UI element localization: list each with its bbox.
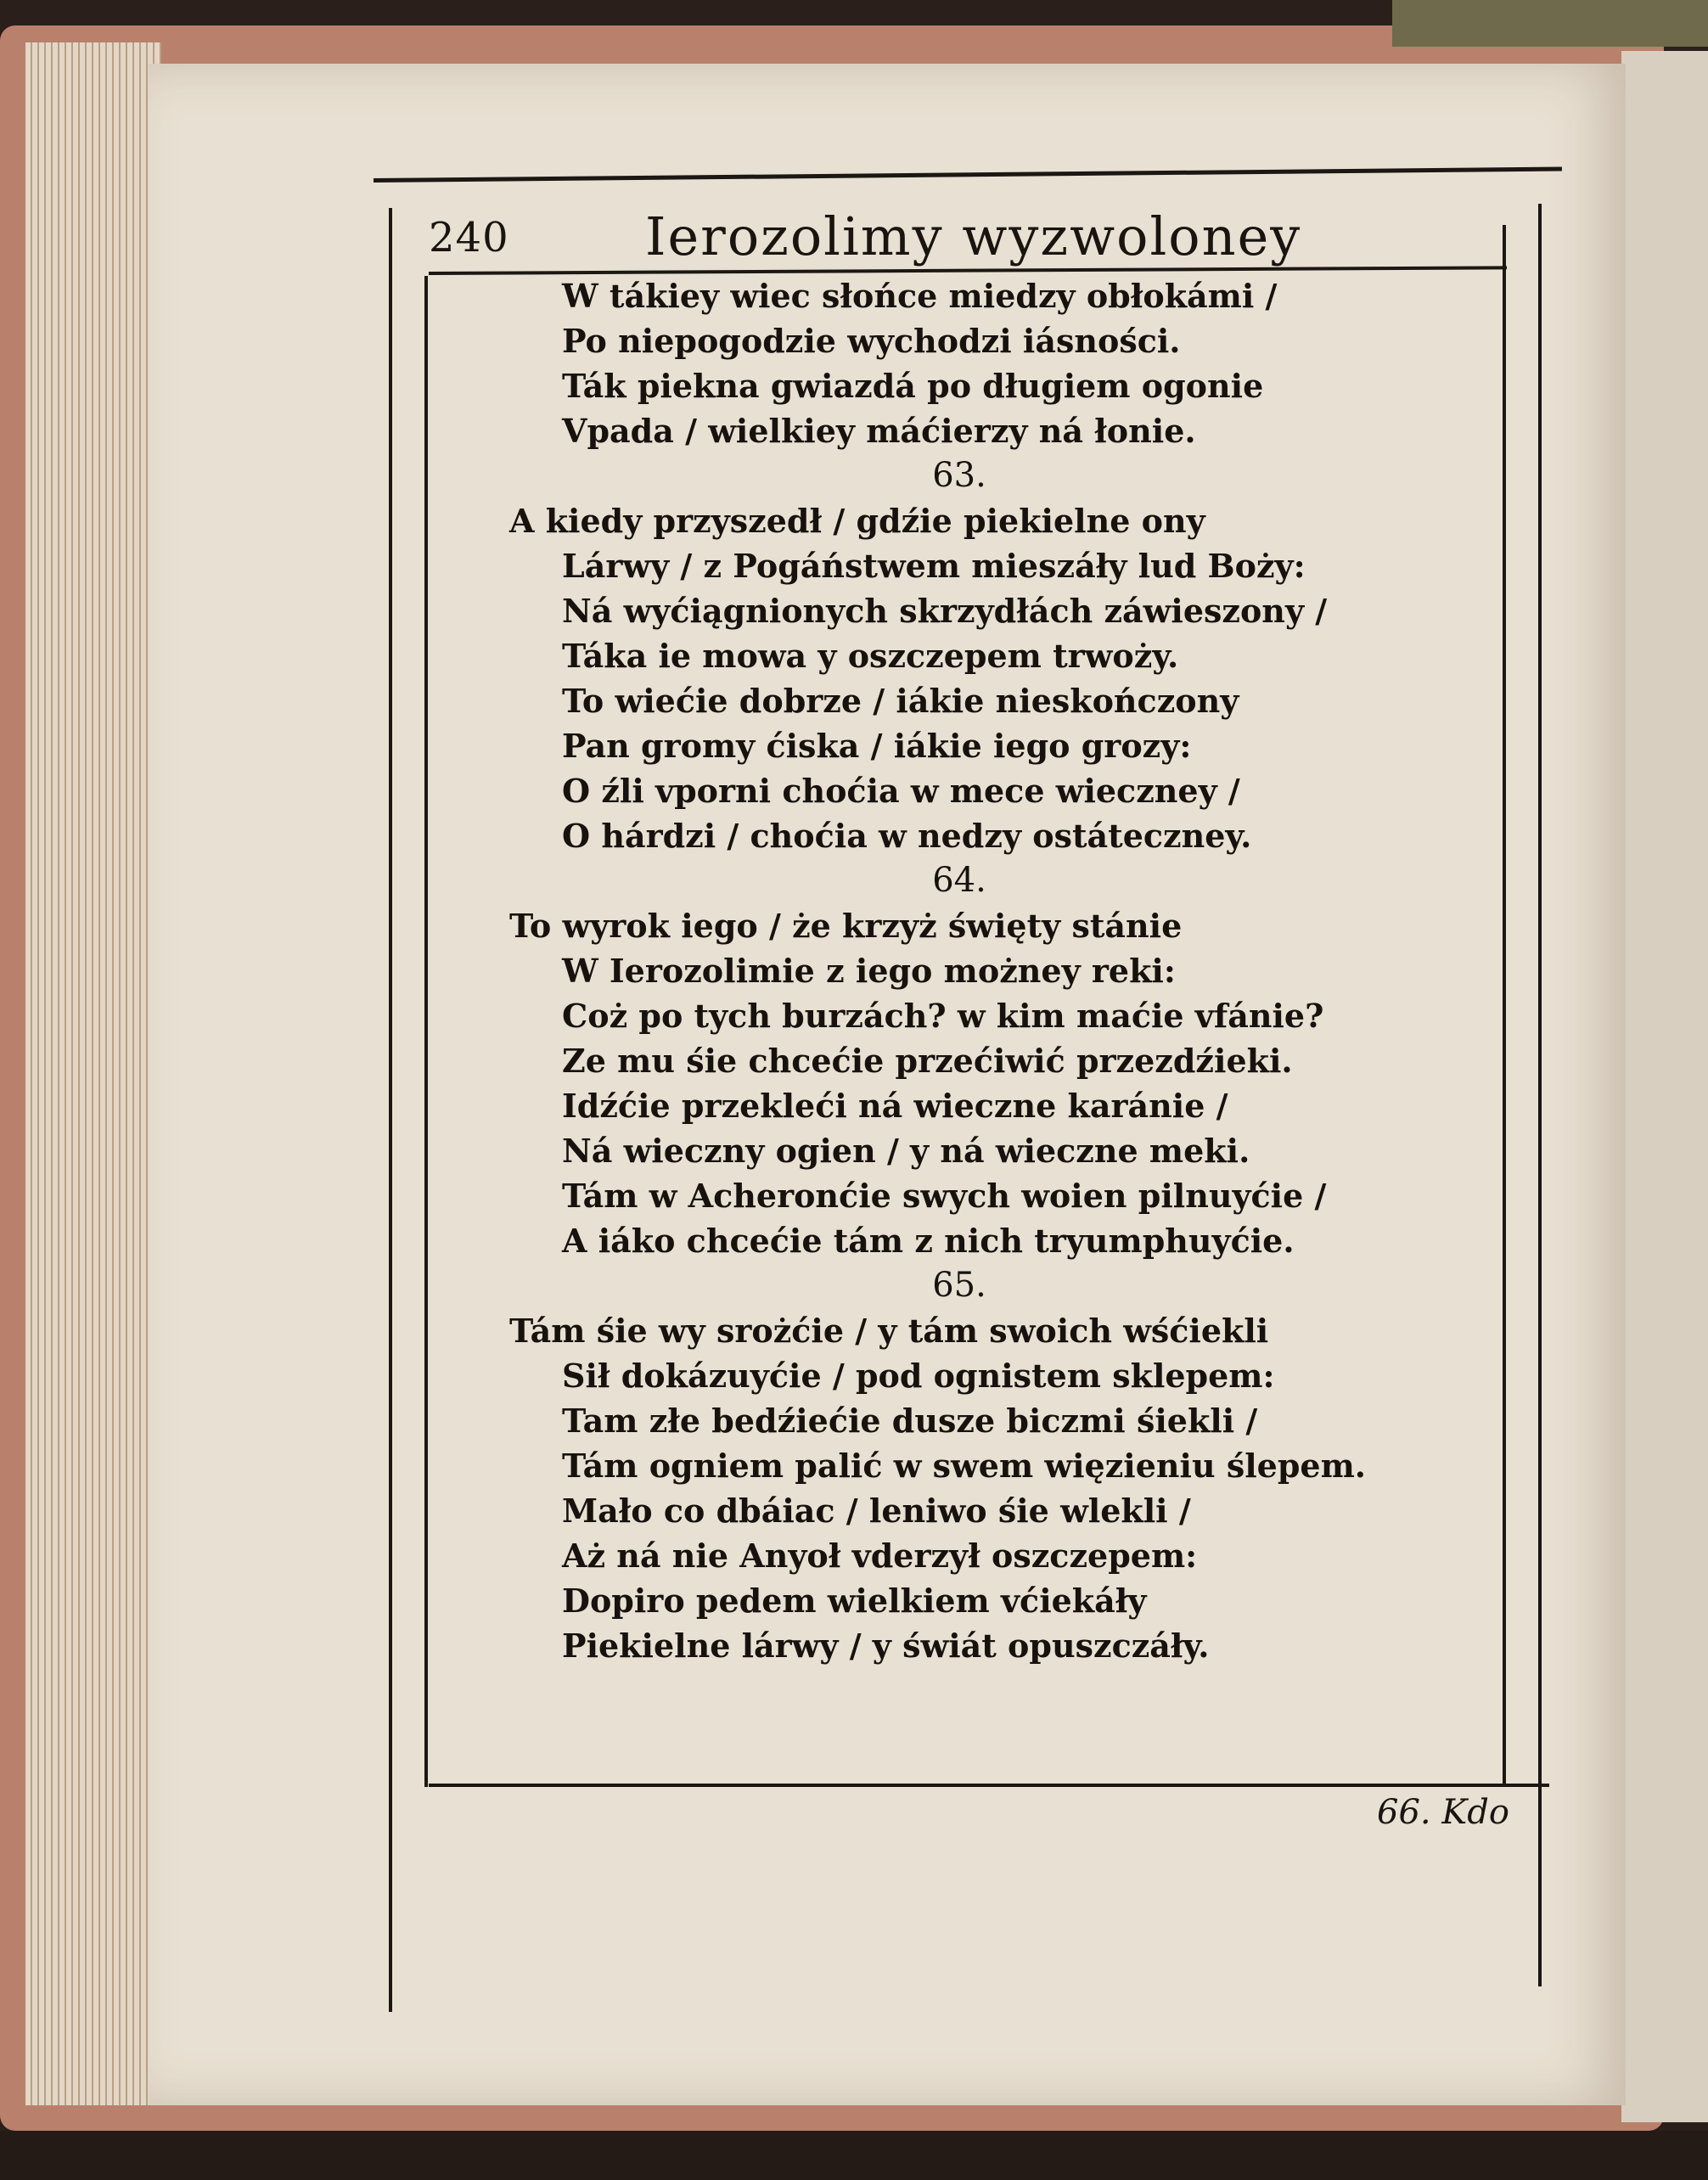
verse-line: Ná wieczny ogien / y ná wieczne meki. [562, 1132, 1250, 1170]
stanza-number: 64. [932, 861, 986, 900]
verse-line: A iáko chcećie tám z nich tryumphuyćie. [562, 1222, 1295, 1260]
verse-line: W tákiey wiec słońce miedzy obłokámi / [562, 277, 1278, 315]
facing-page [1621, 51, 1708, 2122]
stanza-number: 63. [932, 456, 986, 495]
verse-line: Tám ogniem palić w swem więzieniu ślepem. [562, 1447, 1367, 1485]
verse-line: Táka ie mowa y oszczepem trwoży. [562, 637, 1179, 675]
verse-line: Vpada / wielkiey máćierzy ná łonie. [562, 412, 1196, 450]
verse-line: Po niepogodzie wychodzi iásności. [562, 322, 1181, 360]
binding-band [1392, 0, 1708, 47]
page-edges [25, 42, 161, 2105]
verse-line: Ták piekna gwiazdá po długiem ogonie [562, 367, 1264, 405]
verse-line: A kiedy przyszedł / gdźie piekielne ony [509, 502, 1205, 540]
verse-line: O hárdzi / choćia w nedzy ostáteczney. [562, 817, 1252, 855]
verse-line: To wiećie dobrze / iákie nieskończony [562, 682, 1239, 720]
poem-text [509, 273, 1511, 1668]
verse-line: Aż ná nie Anyoł vderzył oszczepem: [562, 1537, 1198, 1575]
verse-line: Sił dokázuyćie / pod ognistem sklepem: [562, 1357, 1275, 1395]
verse-line: Ze mu śie chcećie przećiwić przezdźieki. [562, 1042, 1293, 1080]
stanza-number: 65. [932, 1266, 986, 1305]
running-title: Ierozolimy wyzwoloney [645, 205, 1302, 267]
verse-line: W Ierozolimie z iego możney reki: [562, 952, 1176, 990]
frame-rule-bottom [429, 1784, 1549, 1787]
verse-line: Tám śie wy srożćie / y tám swoich wśćiekli [509, 1312, 1269, 1350]
verse-line: Pan gromy ćiska / iákie iego grozy: [562, 727, 1192, 765]
verse-line: Tam złe bedźiećie dusze biczmi śiekli / [562, 1402, 1258, 1440]
verse-line: Piekielne lárwy / y świát opuszczáły. [562, 1627, 1210, 1665]
background [0, 2131, 1708, 2180]
page-number: 240 [429, 214, 509, 261]
page-header [429, 205, 1503, 265]
verse-line: Coż po tych burzách? w kim maćie vfánie? [562, 997, 1324, 1035]
verse-line: Mało co dbáiac / leniwo śie wlekli / [562, 1492, 1191, 1530]
verse-line: Dopiro pedem wielkiem vćiekáły [562, 1582, 1147, 1620]
frame-rule-left-outer [389, 208, 392, 2012]
verse-line: To wyrok iego / że krzyż święty stánie [509, 907, 1183, 945]
frame-rule-left-inner [424, 276, 428, 1787]
verse-line: Lárwy / z Pogáństwem mieszáły lud Boży: [562, 547, 1306, 585]
verse-line: O źli vporni choćia w mece wieczney / [562, 772, 1240, 810]
verse-line: Ná wyćiągnionych skrzydłách záwieszony / [562, 592, 1328, 630]
verse-line: Tám w Acheronćie swych woien pilnuyćie / [562, 1177, 1327, 1215]
frame-rule-right-outer [1538, 204, 1542, 1986]
verse-line: Idźćie przekleći ná wieczne karánie / [562, 1087, 1228, 1125]
catchword: 66. Kdo [1377, 1793, 1509, 1832]
